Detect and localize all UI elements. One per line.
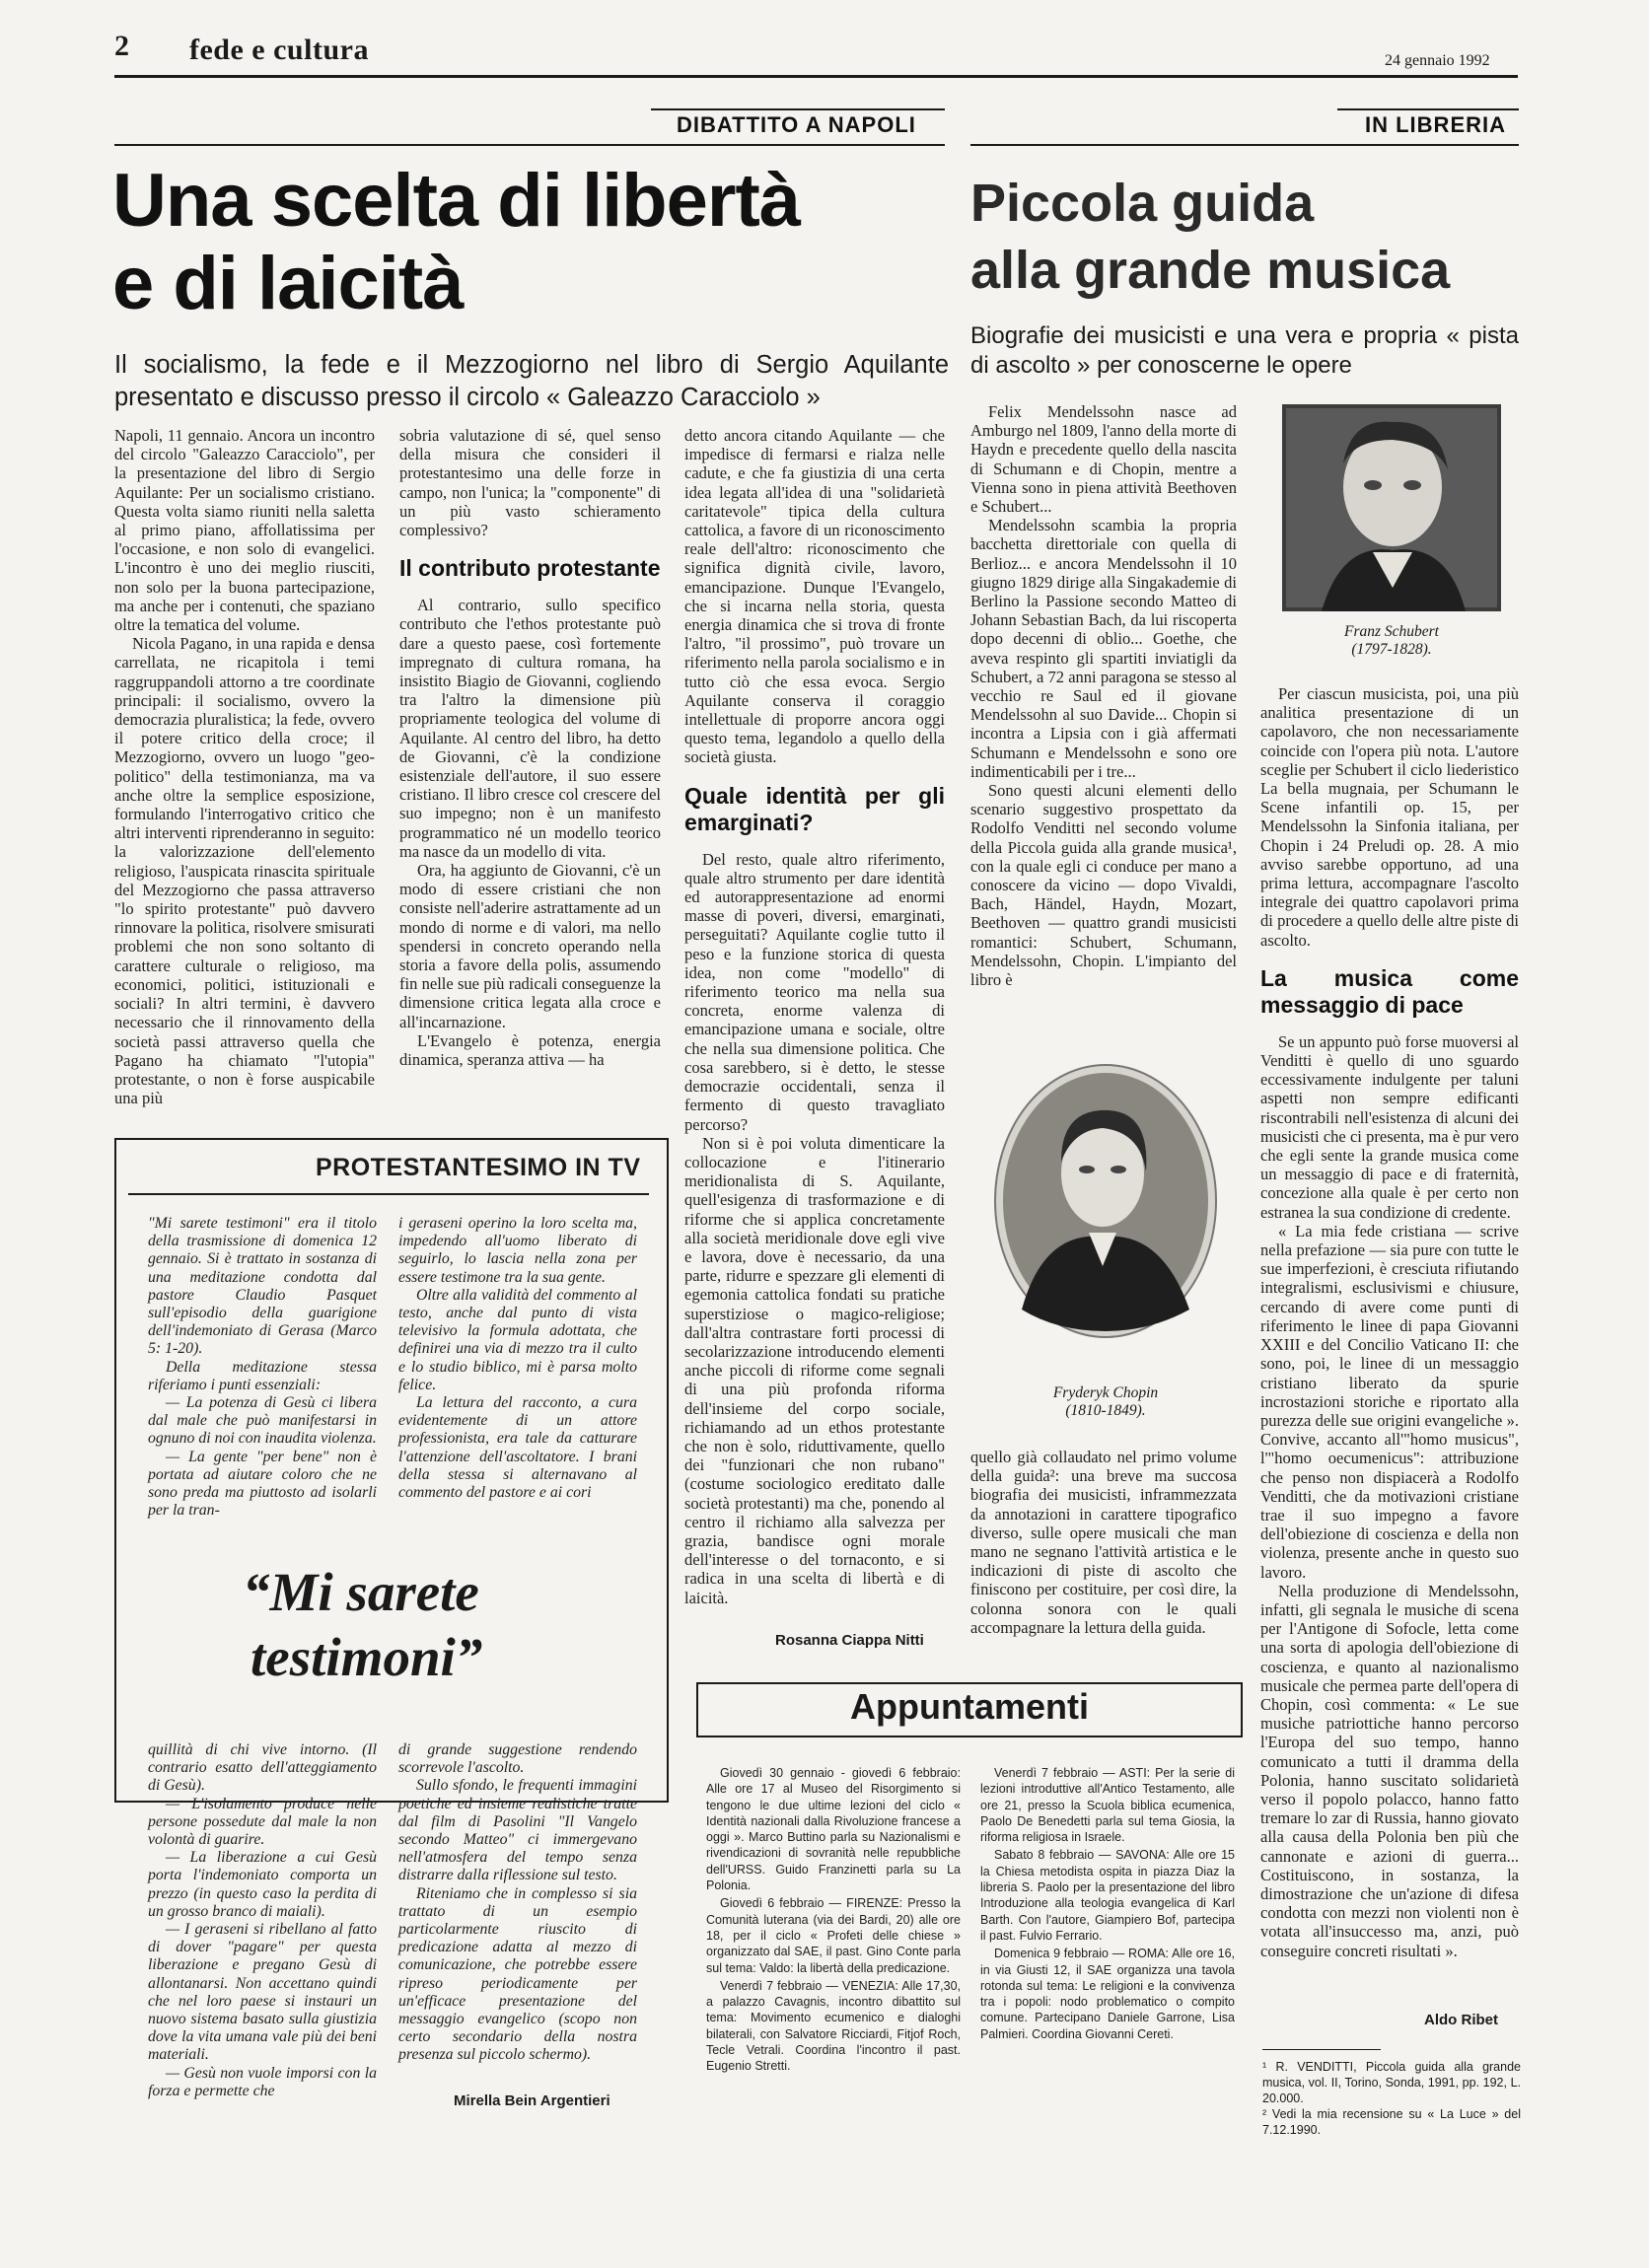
paragraph: "Mi sarete testimoni" era il titolo della trasmissione di domenica 12 gennaio. Si è trattato in sostanza di una meditazione condotta dal pastore Claudio Pasquet sull'episodio della guarigione dell'indemoniato di Gerasa (Marco 5: 1-20).	[148, 1215, 377, 1358]
paragraph: — L'isolamento produce nelle persone possedute dal male la non volontà di guarire.	[148, 1795, 377, 1849]
appointment: Giovedì 6 febbraio — FIRENZE: Presso la Comunità luterana (via dei Bardi, 20) alle ore 18, per il ciclo « Profeti delle chiese » organizzato dal SAE, il past. Gino Conte parla sul tema: Valdo: la libertà della predicazione.	[706, 1896, 961, 1975]
masthead-rule	[114, 75, 1518, 78]
schubert-caption-dates: (1797-1828).	[1351, 641, 1432, 658]
paragraph: quello già collaudato nel primo volume della guida²: una breve ma succosa biografia dei musicisti, inframmezzata da annotazioni in carattere tipografico diverso, sulle opere musicali che man mano ne segnano l'attività artistica e le indicazioni di piste di ascolto che finiscono per costituire, per così dire, la colonna sonora con le quali accompagnare la lettura della guida.	[970, 1448, 1237, 1637]
paragraph: Sono questi alcuni elementi dello scenario suggestivo prospettato da Rodolfo Venditti nel secondo volume della Piccola guida alla grande musica¹, con la quale egli ci conduce per mano a conoscere da vicino — dopo Vivaldi, Bach, Händel, Haydn, Mozart, Beethoven — quattro grandi musicisti romantici: Schubert, Schumann, Mendelssohn, Chopin. L'impianto del libro è	[970, 781, 1237, 990]
pull-quote	[243, 1560, 482, 1690]
tv-box-signature: Mirella Bein Argentieri	[454, 2092, 610, 2109]
footnote-1: ¹ R. VENDITTI, Piccola guida alla grande musica, vol. II, Torino, Sonda, 1991, pp. 192, L. 20.000.	[1262, 2060, 1521, 2105]
left-deck: Il socialismo, la fede e il Mezzogiorno nel libro di Sergio Aquilante presentato e discusso presso il circolo « Galeazzo Caracciolo »	[114, 351, 949, 411]
left-headline	[112, 160, 800, 325]
appuntamenti-col-right	[980, 1765, 1235, 2044]
paragraph: — Gesù non vuole imporsi con la forza e permette che	[148, 2064, 377, 2099]
chopin-caption-name: Fryderyk Chopin	[1052, 1384, 1159, 1401]
appointment: Domenica 9 febbraio — ROMA: Alle ore 16, in via Giusti 12, il SAE organizza una tavola rotonda sul tema: Le religioni e la convivenza tra i popoli: nodo problematico o compito comune. Partecipano Daniele Garrone, Lisa Palmieri. Coordina Giovanni Cereti.	[980, 1947, 1235, 2041]
paragraph: detto ancora citando Aquilante — che impedisce di fermarsi e rialza nelle cadute, e che fa giustizia di una certa idea legata all'idea di una "solidarietà caritatevole" tipica della cultura cattolica, a favore di un riconoscimento reale dell'altro: riconoscimento che significa dignità civile, lavoro, emancipazione. Dunque l'Evangelo, che si incarna nella storia, questa energia dinamica che si trova di fronte l'altro, "il prossimo", può trovare un riferimento nella parola socialismo e in tutto ciò che essa evoca. Sergio Aquilante conserva il coraggio intellettuale di proporre ancora oggi questo tema, legandolo a quello della società giusta.	[684, 426, 945, 767]
left-headline-line-2: e di laicità	[112, 242, 464, 325]
paragraph: Nicola Pagano, in una rapida e densa carrellata, ne ricapitola i temi raggruppandoli attorno a tre coordinate principali: il socialismo, ovvero la democrazia pluralistica; la fede, ovvero il potere critico della croce; il Mezzogiorno, ovvero un luogo "geo-politico" della testimonianza, ma va anche oltre la semplice esposizione, formulando l'interrogativo critico che altri interventi riprenderanno in seguito: la valorizzazione dell'elemento religioso, l'auspicata rinascita spirituale del Mezzogiorno che passa attraverso "lo spirito protestante" può davvero rinnovare la politica, risolvere smisurati problemi che non sono soltanto di carattere culturale o religioso, ma economici, politici, istituzionali e sociali? In altri termini, è davvero necessario che il rinnovamento della società passi attraverso quella che Pagano ha chiamato "l'utopia" protestante, o non è forse auspicabile una più	[114, 634, 375, 1108]
paragraph: Felix Mendelssohn nasce ad Amburgo nel 1809, l'anno della morte di Haydn e precedente quello della nascita di Schumann e di Chopin, mentre a Vienna sono in piena attività Beethoven e Schubert...	[970, 402, 1237, 517]
tv-col-1-bottom	[148, 1741, 377, 2100]
chopin-caption	[992, 1384, 1219, 1420]
tv-box-title: PROTESTANTESIMO IN TV	[316, 1154, 641, 1181]
chopin-caption-dates: (1810-1849).	[1065, 1402, 1146, 1419]
paragraph: Per ciascun musicista, poi, una più analitica presentazione di un capolavoro, che non necessariamente coincide con l'opera più nota. L'autore sceglie per Schubert il ciclo liederistico La bella mugnaia, per Schumann le Scene infantili op. 15, per Mendelssohn la Sinfonia italiana, per Chopin i 24 Preludi op. 28. A mio avviso sarebbe opportuno, ad una prima lettura, accompagnare l'ascolto integrale dei quattro capolavori prima di procedere a quello delle altre piste di ascolto.	[1260, 684, 1519, 950]
right-deck: Biografie dei musicisti e una vera e propria « pista di ascolto » per conoscerne le opere	[970, 322, 1519, 379]
left-headline-line-1: Una scelta di libertà	[112, 159, 801, 243]
appointment: Giovedì 30 gennaio - giovedì 6 febbraio: Alle ore 17 al Museo del Risorgimento si tengono le due ultime lezioni del ciclo « Identità nazionali dalla Rivoluzione francese a oggi ». Marco Buttino parla su Nazionalismi e rivendicazioni di sovranità nelle repubbliche dell'URSS. Guido Franzinetti parla su La Polonia.	[706, 1766, 961, 1893]
appointment: Venerdì 7 febbraio — VENEZIA: Alle 17,30, a palazzo Cavagnis, incontro dibattito sul tema: Movimento ecumenico e dialoghi bilaterali, con Salvatore Ricciardi, Fitjof Roch, Tecle Vetrali. Coordina l'incontro il past. Eugenio Stretti.	[706, 1978, 961, 2074]
paragraph: Mendelssohn scambia la propria bacchetta direttoriale con quella di Berlioz... e ancora Mendelssohn il 10 giugno 1829 dirige alla Singakademie di Berlino la Passione secondo Matteo di Johann Sebastian Bach, da lui riscoperta dopo decenni di oblio... Goethe, che aveva respinto gli spartiti inviatigli da Schubert, a 72 anni paragona se stesso al vecchio re Saul ed il giovane Mendelssohn al suo Davide... Chopin si incontra a Lipsia con i già affermati Schumann e Mendelssohn e sono ore indimenticabili per i tre...	[970, 516, 1237, 781]
schubert-caption	[1282, 623, 1501, 659]
footnote-2: ² Vedi la mia recensione su « La Luce » del 7.12.1990.	[1262, 2107, 1521, 2137]
tv-col-1-top	[148, 1215, 377, 1520]
right-headline-line-1: Piccola guida	[970, 174, 1315, 233]
footnotes	[1262, 2059, 1521, 2138]
schubert-caption-name: Franz Schubert	[1343, 623, 1439, 640]
kicker-underline-left	[114, 144, 945, 146]
left-article-col-3	[684, 426, 945, 1607]
footnote-rule	[1262, 2049, 1381, 2050]
paragraph: — La gente "per bene" non è portata ad aiutare coloro che ne sono preda ma piuttosto ad isolarli per la tran-	[148, 1448, 377, 1520]
chopin-portrait	[992, 1063, 1219, 1339]
pull-quote-line-2: testimoni”	[251, 1627, 483, 1687]
left-article-col-2	[399, 426, 661, 1069]
kicker-rule-right	[1337, 108, 1519, 110]
appointment: Venerdì 7 febbraio — ASTI: Per la serie di lezioni introduttive all'Antico Testamento, alle ore 21, presso la Scuola biblica ecumenica, Paolo De Benedetti parla sul tema Giosia, la riforma religiosa in Israele.	[980, 1766, 1235, 1845]
right-headline	[970, 170, 1450, 304]
paragraph: Nella produzione di Mendelssohn, infatti, gli segnala le musiche di scena per l'Antigone di Sofocle, letta come una sorta di apologia dell'obiezione di coscienza, e quanto al nazionalismo musicale che permea parte dell'opera di Chopin, così commenta: « Le sue musiche patriottiche hanno percorso l'Europa del suo tempo, hanno comunicato a tutti il dramma della Polonia, hanno suscitato solidarietà verso il popolo polacco, hanno fatto tremare lo zar di Russia, hanno giovato alla causa della Polonia ben più che cannonate e azioni di guerra... Costituiscono, in sostanza, la dimostrazione che un'azione di difesa condotta con mezzi non violenti non è votata all'insuccesso ma, anzi, può conseguire concreti risultati ».	[1260, 1581, 1519, 1960]
tv-col-2-top	[398, 1215, 637, 1502]
paragraph: Sullo sfondo, le frequenti immagini poetiche ed insieme realistiche tratte dal film di Pasolini "Il Vangelo secondo Matteo" ci immergevano nell'atmosfera del tempo senza distrarre dalla riflessione sul testo.	[398, 1777, 637, 1884]
paragraph: L'Evangelo è potenza, energia dinamica, speranza attiva — ha	[399, 1030, 661, 1070]
kicker-underline-right	[970, 144, 1519, 146]
paragraph: La lettura del racconto, a cura evidentemente di un attore professionista, era tale da catturare l'attenzione dell'ascoltatore. I brani della stessa si alternavano al commento del pastore e ai cori	[398, 1394, 637, 1502]
subheading: La musica come messaggio di pace	[1260, 964, 1519, 1018]
subheading: Il contributo protestante	[399, 555, 661, 582]
left-kicker: DIBATTITO A NAPOLI	[677, 112, 916, 137]
subheading: Quale identità per gli emarginati?	[684, 782, 945, 835]
paragraph: Riteniamo che in complesso si sia trattato di un esempio particolarmente riuscito di predicazione adatta al mezzo di comunicazione, che potrebbe essere ripreso periodicamente per un'efficace presentazione del messaggio evangelico (scopo non certo secondario della nostra presenza sul piccolo schermo).	[398, 1884, 637, 2064]
right-headline-line-2: alla grande musica	[970, 241, 1451, 300]
tv-box-title-rule	[128, 1193, 649, 1195]
appointment: Sabato 8 febbraio — SAVONA: Alle ore 15 la Chiesa metodista ospita in piazza Diaz la libreria S. Paolo per la presentazione del libro Introduzione alla teologia evangelica di Karl Barth. Con l'autore, Giampiero Bof, partecipa il past. Fulvio Ferrario.	[980, 1848, 1235, 1943]
paragraph: — La liberazione a cui Gesù porta l'indemoniato comporta un prezzo (in questo caso la perdita di un grosso branco di maiali).	[148, 1849, 377, 1920]
paragraph: quillità di chi vive intorno. (Il contrario esatto dell'atteggiamento di Gesù).	[148, 1741, 377, 1795]
paragraph: Ora, ha aggiunto de Giovanni, c'è un modo di essere cristiani che non consiste nell'aderire astrattamente ad un mondo di norme e di valori, ma nello spendersi in concreto operando nella storia a favore della polis, assumendo fin nelle sue più radicali conseguenze la dimensione critica legata alla croce e all'incarnazione.	[399, 861, 661, 1031]
right-article-signature: Aldo Ribet	[1424, 2012, 1498, 2028]
paragraph: — La potenza di Gesù ci libera dal male che può manifestarsi in ognuno di noi con inaudita violenza.	[148, 1394, 377, 1448]
paragraph: Della meditazione stessa riferiamo i punti essenziali:	[148, 1358, 377, 1393]
appuntamenti-col-left	[706, 1765, 961, 2077]
paragraph: sobria valutazione di sé, quel senso della misura che consideri il protestantesimo una delle forze in campo, non l'unica; la "componente" di un più vasto schieramento complessivo?	[399, 426, 661, 540]
paragraph: Non si è poi voluta dimenticare la collocazione e l'itinerario meridionalista di S. Aquilante, quell'esigenza di trasformazione e di riforme che si applica concretamente alla società meridionale dove egli vive e lavora, dove è necessario, da una parte, ridurre e spezzare gli elementi di egemonia cattolica fondati su pratiche superstiziose o magico-religiose; dall'altra contrastare forti processi di secolarizzazione introducendo elementi anche piccoli di riforme come segnali di una più profonda riforma dell'insieme del corpo sociale, richiamando ad un ethos protestante che non è solo, riduttivamente, quello dei "funzionari che non rubano" (costume sociologico ereditato dalle società protestanti) ma che, ponendo al centro il richiamo alla salvezza per grazia, bandisce ogni morale dell'interesse o del tornaconto, e si radica in una scelta di libertà e di laicità.	[684, 1133, 945, 1607]
issue-date: 24 gennaio 1992	[1385, 52, 1490, 69]
page-number: 2	[114, 30, 129, 62]
paragraph: Del resto, quale altro riferimento, quale altro strumento per dare identità ed autorappresentazione ad enormi masse di poveri, diversi, emarginati, perseguitati? Aquilante coglie tutto il peso e la funzione storica di questa idea, non come "modello" di riferimento teorico ma nella sua concreta, enorme valenza di emancipazione umana e sociale, oltre che nella sua dimensione politica. Che cosa sarebbero, si è detto, le stesse democrazie occidentali, senza il fermento di questo travagliato percorso?	[684, 849, 945, 1134]
section-title: fede e cultura	[189, 34, 369, 66]
paragraph: « La mia fede cristiana — scrive nella prefazione — sia pure con tutte le sue imperfezioni, è cresciuta rifiutando integralismi, esclusivismi e chiusure, cercando di avere come punti di riferimento le linee di papa Giovanni XXIII e del Concilio Vaticano II: che sono, poi, le linee di un messaggio cristiano liberato da spurie incrostazioni storiche e riportato alla purezza delle sue origini evangeliche ». Convive, accanto all'"homo musicus", l'"homo oecumenicus": attribuzione che penso non dispiacerà a Rodolfo Venditti, che da motivazioni cristiane trae il suo impegno a favore dell'obiezione di coscienza e della non violenza, presente anche in questo suo lavoro.	[1260, 1221, 1519, 1582]
paragraph: Se un appunto può forse muoversi al Venditti è quello di uno sguardo eccessivamente indulgente per taluni aspetti non sempre edificanti riscontrabili nell'esistenza di alcuni dei musicisti che ci presenta, ma è pur vero che egli sente la grande musica come un messaggio di pace e di fraternità, concezione alla quale è per certo non estranea la sua condizione di credente.	[1260, 1031, 1519, 1222]
paragraph: i geraseni operino la loro scelta ma, impedendo all'uomo liberato di seguirlo, lo lascia nella zona per essere testimone tra la sua gente.	[398, 1215, 637, 1286]
paragraph: Al contrario, sullo specifico contributo che l'ethos protestante può dare a questo paese, così fortemente impregnato di cultura romana, ha insistito Biagio de Giovanni, cogliendo tra l'altro la dimensione più propriamente teologica del volume di Aquilante. Al centro del libro, ha detto de Giovanni, c'è la condizione esistenziale dell'autore, il suo essere cristiano. Il libro cresce col crescere del suo impegno; non è un manifesto programmatico né un modello teorico ma nasce da un modello di vita.	[399, 596, 661, 861]
right-article-col-a-bottom	[970, 1448, 1237, 1637]
right-kicker: IN LIBRERIA	[1365, 112, 1506, 137]
schubert-portrait	[1282, 404, 1501, 611]
appuntamenti-title: Appuntamenti	[850, 1686, 1089, 1727]
pull-quote-line-1: “Mi sarete	[243, 1562, 479, 1622]
paragraph: di grande suggestione rendendo scorrevole l'ascolto.	[398, 1741, 637, 1777]
left-article-signature: Rosanna Ciappa Nitti	[775, 1632, 924, 1649]
paragraph: — I geraseni si ribellano al fatto di dover "pagare" per questa liberazione e pregano Gesù di allontanarsi. Non accettano quindi che nel loro paese si instauri un nuovo sistema basato sulla giustizia dove la vita umana vale più dei beni materiali.	[148, 1921, 377, 2064]
paragraph: Oltre alla validità del commento al testo, anche dal punto di vista televisivo la formula adottata, che definirei una via di mezzo tra il culto e lo studio biblico, mi è parsa molto felice.	[398, 1286, 637, 1393]
right-article-col-b	[1260, 684, 1519, 1960]
kicker-rule-left	[651, 108, 945, 110]
paragraph: Napoli, 11 gennaio. Ancora un incontro del circolo "Galeazzo Caracciolo", per la presentazione del libro di Sergio Aquilante: Per un socialismo cristiano. Questa volta siamo riuniti nella saletta al primo piano, affollatissima per l'occasione, e non solo di evangelici. L'incontro è uno dei meglio riusciti, non solo per la buona partecipazione, ma anche per i contenuti, che spaziano oltre la tematica del volume.	[114, 426, 375, 635]
left-article-col-1	[114, 426, 375, 1107]
right-article-col-a-top	[970, 402, 1237, 989]
tv-col-2-bottom	[398, 1741, 637, 2065]
